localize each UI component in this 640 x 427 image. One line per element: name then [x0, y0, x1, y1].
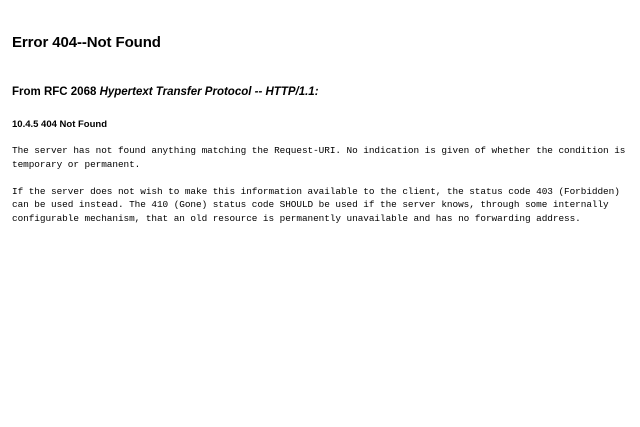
description-paragraph-2: If the server does not wish to make this information available to the client, the status code 403 (Forbidden) can be used instead. The 410 (Gone) status code SHOULD be used if the server knows, through some internally configurable mechanism, that an old resource is permanently unavailable and has no forwarding address.: [12, 185, 620, 224]
page-title: Error 404--Not Found: [12, 34, 161, 51]
status-section-heading: 10.4.5 404 Not Found: [12, 118, 108, 130]
rfc-source-heading: [12, 86, 628, 100]
description-paragraph-1: The server has not found anything matching the Request-URI. No indication is given of whether the condition is temporary or permanent.: [12, 145, 626, 170]
rfc-source-prefix: From RFC 2068: [12, 86, 100, 98]
rfc-source-title: Hypertext Transfer Protocol -- HTTP/1.1:: [99, 86, 319, 98]
